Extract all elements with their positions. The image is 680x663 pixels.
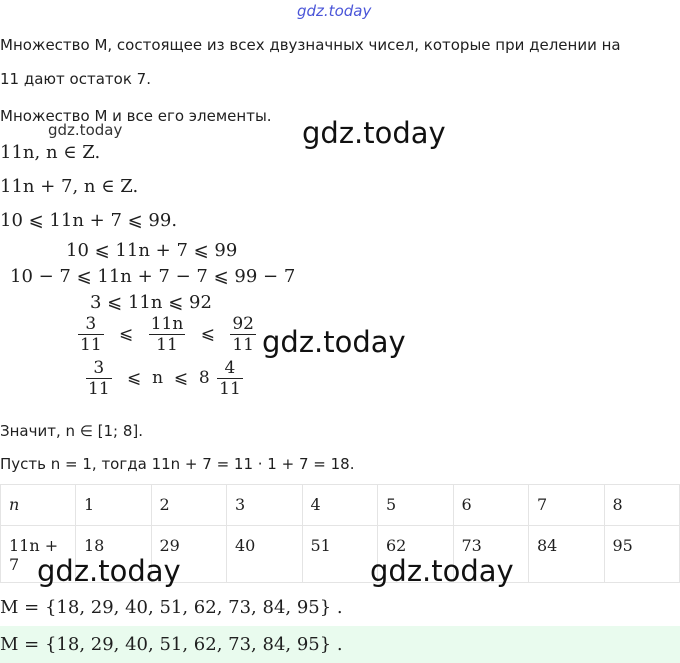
problem-statement-line1: Множество M, состоящее из всех двузначных чисел, которые при делении на xyxy=(0,36,621,54)
table-cell: 4 xyxy=(302,485,378,526)
watermark-3: gdz.today xyxy=(37,554,181,588)
final-answer-box xyxy=(0,626,680,663)
math-fraction-line-1 xyxy=(78,314,256,355)
conclusion-n-range: Значит, n ∈ [1; 8]. xyxy=(0,422,143,440)
fraction-92-over-11: $\frac{92}{11}$ xyxy=(232,314,254,355)
fraction-11n-over-11: $\frac{11n}{11}$ xyxy=(150,314,184,355)
math-inequality-2: 10 ⩽ 11n + 7 ⩽ 99 xyxy=(66,240,238,261)
table-cell: 73 xyxy=(453,526,529,583)
watermark-1: gdz.today xyxy=(302,116,446,150)
watermark-top: gdz.today xyxy=(297,2,372,20)
table-cell: 84 xyxy=(529,526,605,583)
table-cell: 1 xyxy=(76,485,152,526)
math-fraction-line-2 xyxy=(86,358,243,399)
table-cell: 11n + 7 xyxy=(1,526,76,583)
n-bounds: ⩽ n ⩽ 8 xyxy=(127,368,210,388)
table-cell: 62 xyxy=(378,526,454,583)
math-3-le-11n-le-92: 3 ⩽ 11n ⩽ 92 xyxy=(90,292,212,313)
math-inequality: 10 ⩽ 11n + 7 ⩽ 99. xyxy=(0,210,178,231)
fraction-3-over-11: $\frac{3}{11}$ xyxy=(80,314,102,355)
table-cell: 18 xyxy=(76,526,152,583)
watermark-small: gdz.today xyxy=(48,121,123,139)
le-sign: ⩽ xyxy=(200,324,215,344)
substitution-example: Пусть n = 1, тогда 11n + 7 = 11 · 1 + 7 = 18. xyxy=(0,455,355,473)
math-subtract-7: 10 − 7 ⩽ 11n + 7 − 7 ⩽ 99 − 7 xyxy=(10,266,296,287)
watermark-4: gdz.today xyxy=(370,554,514,588)
fraction-3-over-11: $\frac{3}{11}$ xyxy=(88,358,110,399)
table-cell: 7 xyxy=(529,485,605,526)
table-row xyxy=(1,485,680,526)
table-cell: 2 xyxy=(151,485,227,526)
final-answer: M = {18, 29, 40, 51, 62, 73, 84, 95} . xyxy=(0,634,343,655)
problem-statement-line2: 11 дают остаток 7. xyxy=(0,70,151,88)
table-cell: 6 xyxy=(453,485,529,526)
table-cell: 8 xyxy=(604,485,680,526)
table-cell: 29 xyxy=(151,526,227,583)
table-cell: 95 xyxy=(604,526,680,583)
table-cell: 5 xyxy=(378,485,454,526)
table-cell: 40 xyxy=(227,526,303,583)
fraction-4-over-11: $\frac{4}{11}$ xyxy=(219,358,241,399)
math-line-11n-plus-7: 11n + 7, n ∈ Z. xyxy=(0,176,139,197)
set-elements-heading: Множество M и все его элементы. xyxy=(0,107,272,125)
le-sign: ⩽ xyxy=(119,324,134,344)
table-cell: 51 xyxy=(302,526,378,583)
watermark-2: gdz.today xyxy=(262,325,406,359)
math-line-11n: 11n, n ∈ Z. xyxy=(0,142,101,163)
table-cell: n xyxy=(1,485,76,526)
table-cell: 3 xyxy=(227,485,303,526)
answer-set: M = {18, 29, 40, 51, 62, 73, 84, 95} . xyxy=(0,597,343,618)
